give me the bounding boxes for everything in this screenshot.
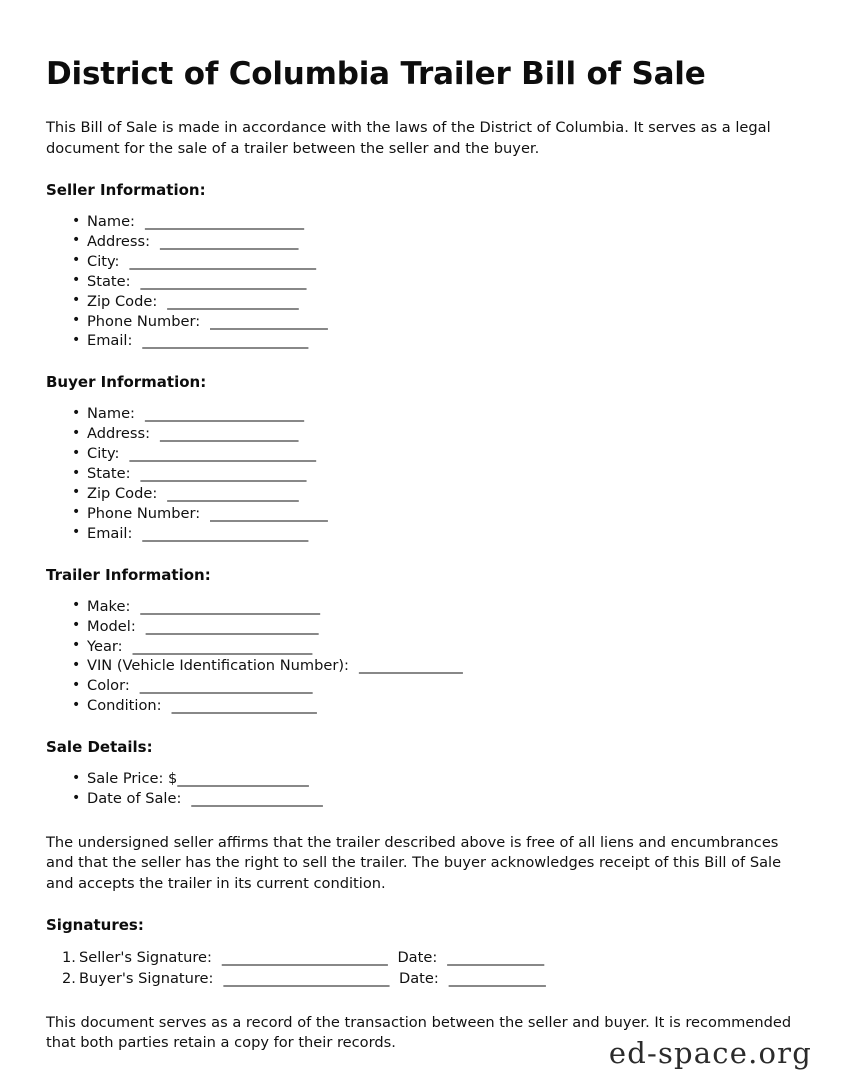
field-label: VIN (Vehicle Identification Number): (87, 657, 349, 675)
signature-label: Seller's Signature: (79, 949, 212, 967)
field-blank[interactable]: ___________________________ (129, 252, 316, 270)
list-item (46, 312, 798, 332)
affirmation-paragraph: The undersigned seller affirms that the trailer described above is free of all liens and encumbrances and that the seller has the right to sell the trailer. The buyer acknowledges receipt of this Bill of Sale and accepts the trailer in its current condition. (46, 833, 782, 892)
field-blank[interactable]: __________________________ (140, 597, 320, 615)
watermark: ed-space.org (608, 1036, 812, 1070)
field-label: Phone Number: (87, 504, 201, 522)
field-blank[interactable]: _________________________ (139, 677, 313, 695)
list-item (46, 404, 798, 424)
field-blank[interactable]: _________________________ (145, 617, 319, 635)
list-item (46, 948, 798, 968)
field-blank[interactable]: ___________________ (167, 484, 299, 502)
signatures-list (46, 948, 798, 988)
field-label: Sale Price: $ (87, 770, 178, 788)
field-blank[interactable]: _____________________ (171, 697, 317, 715)
field-blank[interactable]: ________________________ (142, 524, 308, 542)
field-label: Year: (87, 637, 123, 655)
field-label: Color: (87, 677, 130, 695)
field-blank[interactable]: ___________________________ (129, 445, 316, 463)
field-label: City: (87, 445, 120, 463)
field-blank[interactable]: _________________ (210, 504, 328, 522)
field-blank[interactable]: ________________________ (140, 272, 307, 290)
list-item (46, 212, 798, 232)
field-label: City: (87, 252, 120, 270)
field-label: Date of Sale: (87, 790, 182, 808)
sale-details-list (46, 769, 798, 809)
list-item (46, 331, 798, 351)
page-title: District of Columbia Trailer Bill of Sale (46, 56, 706, 92)
date-label: Date: (398, 969, 439, 987)
signature-blank[interactable]: ________________________ (223, 969, 389, 987)
list-item (46, 464, 798, 484)
list-item (46, 424, 798, 444)
list-item (46, 637, 798, 657)
list-item (46, 617, 798, 637)
field-blank[interactable]: ___________________ (177, 770, 309, 788)
list-item (46, 969, 798, 989)
field-blank[interactable]: __________________________ (132, 637, 312, 655)
list-item (46, 656, 798, 676)
signature-label: Buyer's Signature: (79, 969, 214, 987)
list-item (46, 232, 798, 252)
field-label: Make: (87, 597, 131, 615)
list-item (46, 444, 798, 464)
trailer-information-heading: Trailer Information: (46, 565, 211, 584)
field-label: Email: (87, 524, 133, 542)
trailer-information-list (46, 597, 798, 716)
field-label: State: (87, 272, 131, 290)
seller-information-heading: Seller Information: (46, 181, 206, 199)
signatures-heading: Signatures: (46, 916, 144, 935)
list-item (46, 597, 798, 617)
field-label: State: (87, 465, 131, 483)
field-blank[interactable]: _______________ (358, 657, 463, 675)
field-label: Zip Code: (87, 292, 158, 310)
field-blank[interactable]: ____________________ (160, 232, 298, 250)
field-blank[interactable]: ____________________ (160, 425, 298, 443)
field-label: Model: (87, 617, 136, 635)
list-item (46, 524, 798, 544)
list-item (46, 252, 798, 272)
field-blank[interactable]: _______________________ (144, 213, 304, 230)
seller-information-list (46, 212, 798, 351)
intro-paragraph: This Bill of Sale is made in accordance with the laws of the District of Columbia. It serves as a legal document for the sale of a trailer between the seller and the buyer. (46, 119, 771, 157)
buyer-information-list (46, 404, 798, 543)
field-label: Address: (87, 425, 151, 443)
list-item (46, 676, 798, 696)
closing-paragraph: This document serves as a record of the transaction between the seller and buyer. It is recommended that both parties retain a copy for their records. (46, 1013, 792, 1052)
date-blank[interactable]: ______________ (448, 969, 546, 987)
list-item (46, 789, 798, 809)
field-label: Name: (87, 405, 135, 423)
field-blank[interactable]: _______________________ (144, 405, 304, 423)
signature-blank[interactable]: ________________________ (221, 949, 388, 967)
field-blank[interactable]: ___________________ (191, 790, 323, 808)
field-label: Name: (87, 213, 135, 230)
date-blank[interactable]: ______________ (447, 949, 544, 967)
list-item (46, 696, 798, 716)
list-item (46, 272, 798, 292)
field-blank[interactable]: ________________________ (140, 465, 307, 483)
field-label: Email: (87, 332, 133, 350)
field-label: Zip Code: (87, 484, 158, 502)
list-item (46, 292, 798, 312)
field-label: Phone Number: (87, 312, 201, 330)
field-blank[interactable]: ________________________ (142, 332, 308, 350)
list-item (46, 504, 798, 524)
sale-details-heading: Sale Details: (46, 738, 153, 757)
field-label: Condition: (87, 697, 162, 715)
list-item (46, 769, 798, 789)
field-blank[interactable]: ___________________ (167, 292, 299, 310)
list-item (46, 484, 798, 504)
field-label: Address: (87, 232, 151, 250)
field-blank[interactable]: _________________ (210, 312, 328, 330)
date-label: Date: (397, 949, 438, 967)
buyer-information-heading: Buyer Information: (46, 373, 207, 392)
